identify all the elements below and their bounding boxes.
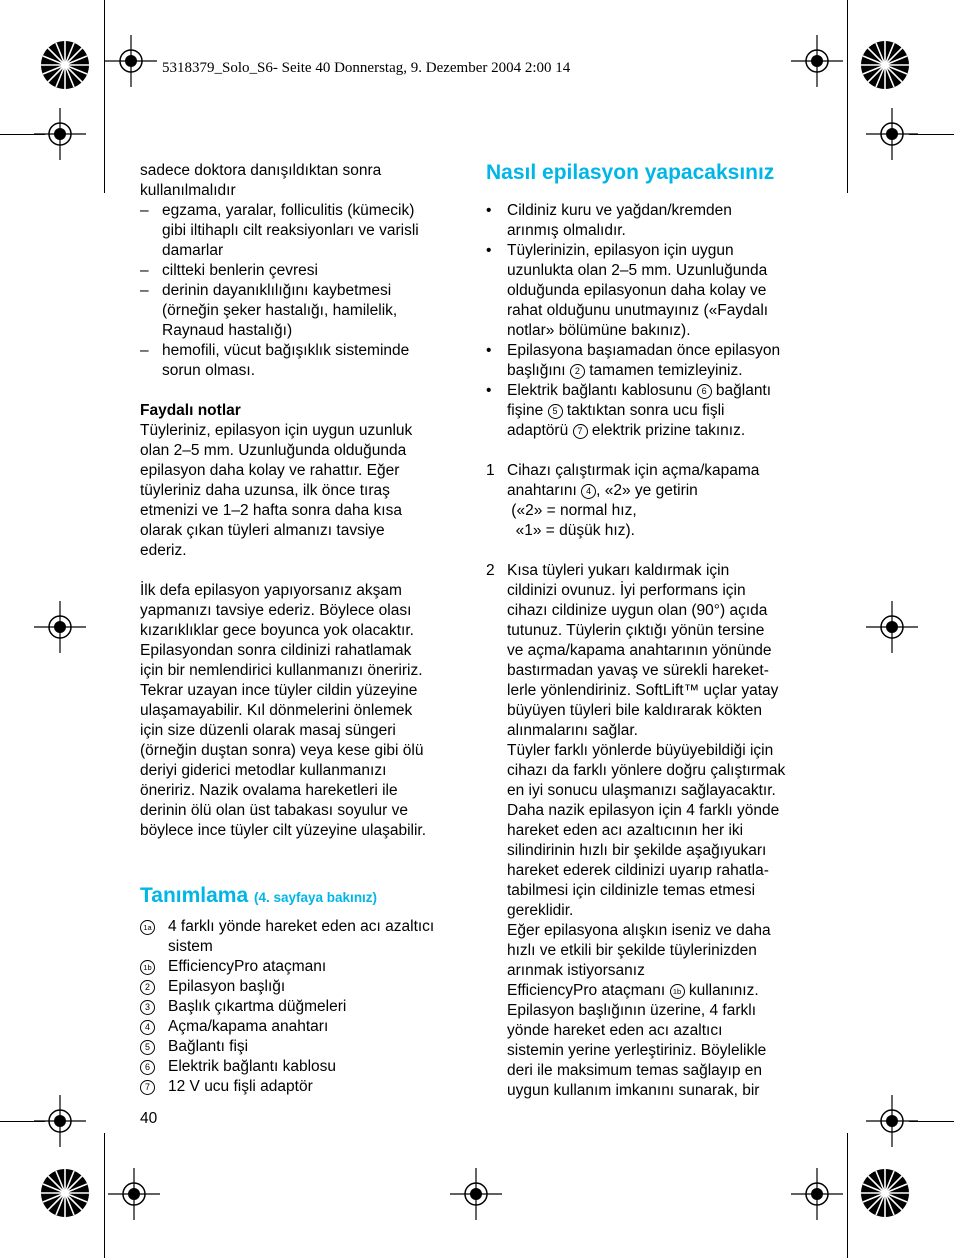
step-line: «1» = düşük hız).: [507, 522, 635, 539]
bullet-line: uzunlukta olan 2–5 mm. Uzunluğunda: [507, 262, 768, 279]
circled-number: 6: [697, 384, 712, 399]
page-number: 40: [140, 1110, 158, 1127]
tips-line: Epilasyondan sonra cildinizi rahatlamak: [140, 642, 412, 659]
dash-item-line: damarlar: [162, 242, 224, 259]
circled-number: 5: [140, 1040, 155, 1055]
right-column: [486, 161, 816, 1101]
registration-mark-icon: [34, 108, 86, 160]
starburst-target-icon: [40, 40, 90, 90]
circled-number: 7: [140, 1080, 155, 1095]
step-line: hızlı ve etkili bir şekilde tüylerinizden: [507, 942, 757, 959]
left-column: [140, 161, 470, 1097]
tips-line: (örneğin duştan sonra) veya kese gibi ölü: [140, 742, 424, 759]
step-line: tabilmesi için cildinizle temas etmesi: [507, 882, 756, 899]
registration-mark-icon: [34, 1095, 86, 1147]
dash-list-item: [140, 201, 470, 261]
registration-mark-icon: [866, 108, 918, 160]
step-text: , «2» ye getirin: [596, 482, 698, 499]
registration-mark-icon: [791, 35, 843, 87]
registration-mark-icon: [105, 35, 157, 87]
bullet-marker: •: [486, 382, 492, 399]
bullet-marker: •: [486, 342, 492, 359]
bullet-line: Tüylerinizin, epilasyon için uygun: [507, 242, 734, 259]
step-text: EfficiencyPro ataçmanı: [507, 982, 666, 999]
step-line: Daha nazik epilasyon için 4 farklı yönde: [507, 802, 780, 819]
tips-line: için bir nemlendirici kullanmanızı öneririz.: [140, 662, 423, 679]
dash-marker: –: [140, 262, 149, 279]
bullet-line: [507, 421, 816, 441]
component-label: Başlık çıkartma düğmeleri: [168, 998, 347, 1015]
step-line: cihazı da farklı yönlere doğru çalıştırmak: [507, 762, 786, 779]
circled-number: 2: [570, 364, 585, 379]
starburst-target-icon: [860, 40, 910, 90]
intro-line: sadece doktora danışıldıktan sonra: [140, 162, 382, 179]
section-heading-howto: Nasıl epilasyon yapacaksınız: [486, 161, 775, 184]
step-line: hareket ederek cildinizi uyarıp rahatla-: [507, 862, 769, 879]
tips-line: kızarıklıklar gece boyunca yok olacaktır.: [140, 622, 414, 639]
circled-number: 2: [140, 980, 155, 995]
tips-line: etmenizi ve 1–2 hafta sonra daha kısa: [140, 502, 402, 519]
step-line: cihazı cildinize uygun olan (90°) açıda: [507, 602, 768, 619]
circled-number: 7: [573, 424, 588, 439]
tips-line: epilasyon daha kolay ve rahattır. Eğer: [140, 462, 400, 479]
step-line: tutunuz. Tüylerin çıktığı yönün tersine: [507, 622, 765, 639]
step-line: cildinizi ovunuz. İyi performans için: [507, 582, 746, 599]
tips-line: derinin ölü olan üst tabakası soyulur ve: [140, 802, 408, 819]
registration-mark-icon: [866, 1095, 918, 1147]
component-label: Açma/kapama anahtarı: [168, 1018, 329, 1035]
registration-mark-icon: [450, 1168, 502, 1220]
bullet-line: Epilasyona başıamadan önce epilasyon: [507, 342, 781, 359]
tips-line: olarak çıkan tüyleri almanızı tavsiye: [140, 522, 385, 539]
tips-line: için size düzenli olarak masaj süngeri: [140, 722, 396, 739]
starburst-target-icon: [40, 1168, 90, 1218]
circled-number: 1a: [140, 920, 155, 935]
component-item: [140, 997, 470, 1017]
bullet-item: [486, 381, 816, 441]
step-line: hareket eden acı azaltıcının her iki: [507, 822, 744, 839]
intro-line: kullanılmalıdır: [140, 182, 236, 199]
step-line: gereklidir.: [507, 902, 574, 919]
bullet-line: rahat olduğunu unutmayınız («Faydalı: [507, 302, 769, 319]
component-label: 12 V ucu fişli adaptör: [168, 1078, 313, 1095]
tips-line: öneririz. Nazik ovalama hareketleri ile: [140, 782, 398, 799]
tips-line: Tüyleriniz, epilasyon için uygun uzunluk: [140, 422, 413, 439]
circled-number: 1b: [140, 960, 155, 975]
step-line: bastırmadan yavaş ve sürekli hareket-: [507, 662, 769, 679]
component-item: [140, 1077, 470, 1097]
dash-item-line: derinin dayanıklılığını kaybetmesi: [162, 282, 392, 299]
component-label: 4 farklı yönde hareket eden acı azaltıcı: [168, 918, 435, 935]
dash-item-line: (örneğin şeker hastalığı, hamilelik,: [162, 302, 398, 319]
bullet-marker: •: [486, 242, 492, 259]
dash-list-item: [140, 341, 470, 381]
bullet-line: [507, 381, 816, 401]
print-header: 5318379_Solo_S6- Seite 40 Donnerstag, 9. Dezember 2004 2:00 14: [162, 60, 571, 76]
bullet-line: olduğunda epilasyonun daha kolay ve: [507, 282, 767, 299]
step-line: deri ile maksimum temas sağlayıp en: [507, 1062, 762, 1079]
description-subtitle: (4. sayfaya bakınız): [254, 890, 378, 905]
step-line: Kısa tüyleri yukarı kaldırmak için: [507, 562, 730, 579]
step-item: [486, 561, 816, 1101]
bullet-text: fişine: [507, 402, 544, 419]
starburst-target-icon: [860, 1168, 910, 1218]
step-line: en iyi sonucu ulaşmanızı sağlayacaktır.: [507, 782, 776, 799]
tips-line: olan 2–5 mm. Uzunluğunda olduğunda: [140, 442, 407, 459]
step-line: Epilasyon başlığının üzerine, 4 farklı: [507, 1002, 756, 1019]
bullet-line: Cildiniz kuru ve yağdan/kremden: [507, 202, 732, 219]
component-label: Epilasyon başlığı: [168, 978, 286, 995]
step-line: yönde hareket eden acı azaltıcı: [507, 1022, 723, 1039]
component-label: sistem: [168, 938, 213, 955]
step-line: arınmak istiyorsanız: [507, 962, 645, 979]
circled-number: 5: [548, 404, 563, 419]
bullet-text: adaptörü: [507, 422, 569, 439]
step-line: alınmalarını sağlar.: [507, 722, 638, 739]
component-item: [140, 977, 470, 997]
bullet-text: tamamen temizleyiniz.: [589, 362, 743, 379]
bullet-item: [486, 241, 816, 341]
bullet-marker: •: [486, 202, 492, 219]
circled-number: 3: [140, 1000, 155, 1015]
section-heading-description: [140, 884, 470, 910]
bullet-line: notlar» bölümüne bakınız).: [507, 322, 691, 339]
step-line: Tüyler farklı yönlerde büyüyebildiği için: [507, 742, 774, 759]
tips-line: böylece ince tüyler cilt yüzeyine ulaşabilir.: [140, 822, 427, 839]
description-title: Tanımlama: [140, 884, 249, 907]
component-item: [140, 1057, 470, 1077]
step-text: anahtarını: [507, 482, 577, 499]
step-line: büyüyen tüyleri bile kaldırarak kökten: [507, 702, 763, 719]
tips-line: ederiz.: [140, 542, 187, 559]
step-line: («2» = normal hız,: [507, 502, 637, 519]
step-item: [486, 461, 816, 541]
bullet-text: başlığını: [507, 362, 566, 379]
bullet-item: [486, 201, 816, 241]
registration-mark-icon: [866, 601, 918, 653]
dash-item-line: egzama, yaralar, folliculitis (kümecik): [162, 202, 415, 219]
step-line: lerle yönlendiriniz. SoftLift™ uçlar yatay: [507, 682, 779, 699]
component-item: [140, 957, 470, 977]
step-line: uygun kullanım imkanını sunarak, bir: [507, 1082, 760, 1099]
component-item: [140, 917, 470, 957]
dash-item-line: hemofili, vücut bağışıklık sisteminde: [162, 342, 410, 359]
step-text: kullanınız.: [688, 982, 759, 999]
step-line: sistemin yerine yerleştiriniz. Böylelikle: [507, 1042, 767, 1059]
circled-number: 4: [140, 1020, 155, 1035]
circled-number: 1b: [670, 984, 685, 999]
bullet-item: [486, 341, 816, 381]
bullet-text: Elektrik bağlantı kablosunu: [507, 382, 693, 399]
dash-list-item: [140, 281, 470, 341]
dash-item-line: sorun olması.: [162, 362, 256, 379]
step-line: Eğer epilasyona alışkın iseniz ve daha: [507, 922, 771, 939]
step-line: ve açma/kapama anahtarının yönünde: [507, 642, 772, 659]
component-label: EfficiencyPro ataçmanı: [168, 958, 327, 975]
bullet-line: arınmış olmalıdır.: [507, 222, 626, 239]
bullet-text: bağlantı: [715, 382, 772, 399]
tips-line: İlk defa epilasyon yapıyorsanız akşam: [140, 582, 402, 599]
dash-item-line: Raynaud hastalığı): [162, 322, 293, 339]
registration-mark-icon: [108, 1168, 160, 1220]
dash-marker: –: [140, 342, 149, 359]
component-item: [140, 1037, 470, 1057]
step-line: [507, 981, 816, 1001]
step-number: 2: [486, 562, 495, 579]
dash-list-item: [140, 261, 470, 281]
component-label: Elektrik bağlantı kablosu: [168, 1058, 337, 1075]
dash-marker: –: [140, 202, 149, 219]
tips-line: tüyleriniz daha uzunsa, ilk önce tıraş: [140, 482, 390, 499]
tips-line: ulaşamayabilir. Kıl dönmelerini önlemek: [140, 702, 413, 719]
registration-mark-icon: [34, 601, 86, 653]
circled-number: 4: [581, 484, 596, 499]
tips-line: deriyi giderici metodlar kullanmanızı: [140, 762, 387, 779]
tips-line: yapmanızı tavsiye ederiz. Böylece olası: [140, 602, 412, 619]
dash-marker: –: [140, 282, 149, 299]
bullet-line: [507, 361, 816, 381]
step-number: 1: [486, 462, 495, 479]
tips-line: Tekrar uzayan ince tüyler cildin yüzeyine: [140, 682, 418, 699]
circled-number: 6: [140, 1060, 155, 1075]
tips-heading: Faydalı notlar: [140, 402, 241, 419]
bullet-text: taktıktan sonra ucu fişli: [566, 402, 725, 419]
dash-item-line: gibi iltihaplı cilt reaksiyonları ve varisli: [162, 222, 419, 239]
component-item: [140, 1017, 470, 1037]
step-line: silindirinin hızlı bir şekilde aşağıyukarı: [507, 842, 767, 859]
dash-item-line: ciltteki benlerin çevresi: [162, 262, 318, 279]
step-line: Cihazı çalıştırmak için açma/kapama: [507, 462, 760, 479]
component-label: Bağlantı fişi: [168, 1038, 249, 1055]
registration-mark-icon: [791, 1168, 843, 1220]
step-line: [507, 481, 816, 501]
bullet-line: [507, 401, 816, 421]
bullet-text: elektrik prizine takınız.: [591, 422, 746, 439]
